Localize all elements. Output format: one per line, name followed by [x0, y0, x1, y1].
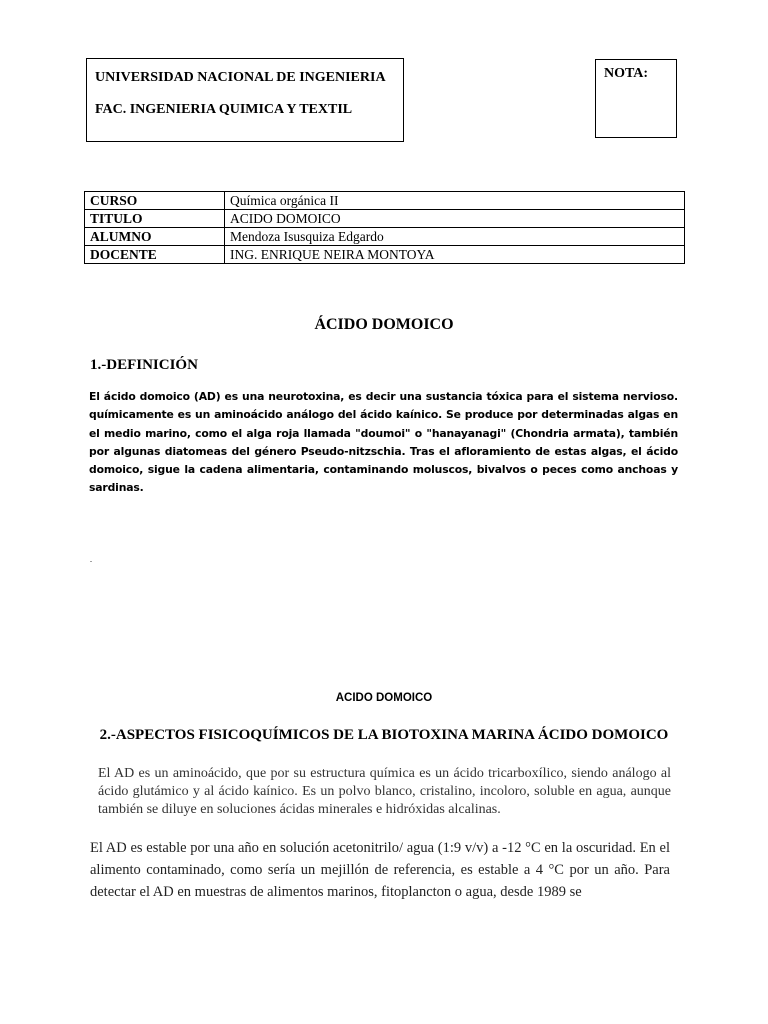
row-key: ALUMNO [85, 228, 225, 246]
document-title: ÁCIDO DOMOICO [314, 316, 454, 333]
info-table [84, 191, 685, 264]
section1-paragraph: El ácido domoico (AD) es una neurotoxina, es decir una sustancia tóxica para el sistema nervioso. químicamente es un aminoácido análogo del ácido kaínico. Se produce por determinadas algas en el medio marino, como el alga roja llamada "doumoi" o "hanayanagi" (Chondria armata), también por algunas diatomeas del género Pseudo-nitzschia. Tras el afloramiento de estas algas, el ácido domoico, sigue la cadena alimentaria, contaminando moluscos, bivalvos o peces como anchoas y sardinas. [89, 390, 678, 495]
university-header-box [86, 58, 404, 142]
section2-paragraph-1: El AD es un aminoácido, que por su estructura química es un ácido tricarboxílico, siendo análogo al ácido glutámico y al ácido kaínico. Es un polvo blanco, cristalino, incoloro, soluble en agua, aunque también se diluye en soluciones ácidas minerales e hidróxidas alcalinas. [98, 766, 671, 817]
university-name: UNIVERSIDAD NACIONAL DE INGENIERIA [95, 70, 386, 85]
stray-dot: . [90, 555, 92, 564]
row-key: TITULO [85, 210, 225, 228]
image-caption-title: ACIDO DOMOICO [335, 692, 433, 704]
grade-label: NOTA: [604, 66, 649, 81]
table-row [85, 210, 685, 228]
row-value: ING. ENRIQUE NEIRA MONTOYA [225, 246, 685, 264]
row-key: CURSO [85, 192, 225, 210]
table-row [85, 246, 685, 264]
table-row [85, 192, 685, 210]
section1-heading: 1.-DEFINICIÓN [90, 357, 198, 373]
row-value: Química orgánica II [225, 192, 685, 210]
row-value: ACIDO DOMOICO [225, 210, 685, 228]
table-row [85, 228, 685, 246]
section2-heading: 2.-ASPECTOS FISICOQUÍMICOS DE LA BIOTOXINA MARINA ÁCIDO DOMOICO [99, 727, 669, 743]
section2-paragraph-2: El AD es estable por una año en solución acetonitrilo/ agua (1:9 v/v) a -12 °C en la oscuridad. En el alimento contaminado, como sería un mejillón de referencia, es estable a 4 °C por un año. Para detectar el AD en muestras de alimentos marinos, fitoplancton o agua, desde 1989 se [90, 840, 670, 900]
row-value: Mendoza Isusquiza Edgardo [225, 228, 685, 246]
faculty-name: FAC. INGENIERIA QUIMICA Y TEXTIL [95, 102, 353, 117]
grade-box [595, 59, 677, 138]
row-key: DOCENTE [85, 246, 225, 264]
